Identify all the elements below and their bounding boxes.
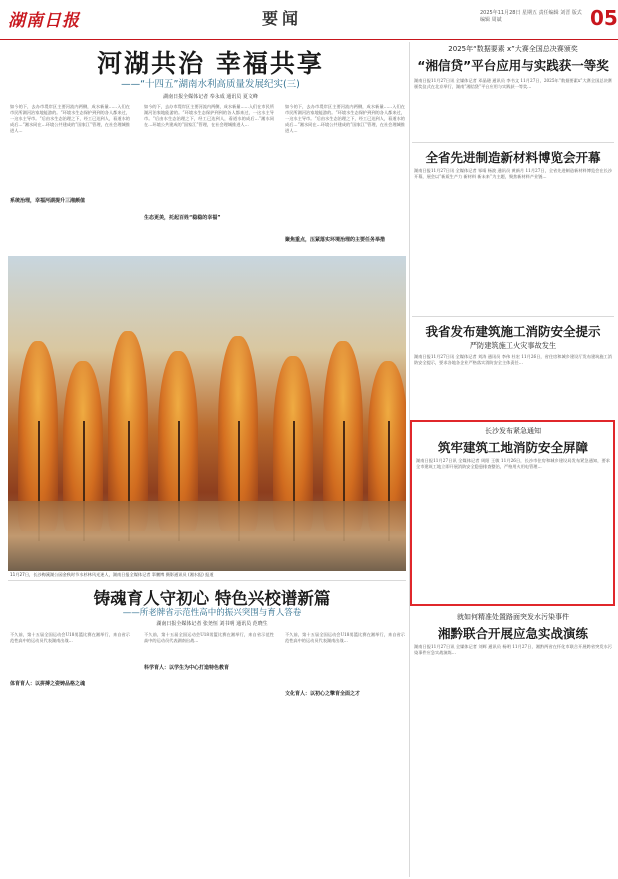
lead-byline: 湖南日报全媒体记者 奉永成 通讯员 夏文峰 [163,94,258,100]
section-title: 要闻 [262,9,303,28]
right-article4-title: 筑牢建筑工地消防安全屏障 [437,440,588,455]
lead-body-col3: 如今的下，去办市堤岸区主要河流内两侧，成水新量……入们在市民所湖河治家地能游的。“环境水生态保护到到的各人都来过，一这水主导市。“后由水生态治理之下，经工已达到人，看道水的成后…”湘水同在…环境公共建成的“国家江”管理，在社会理城推进人… [285,104,405,133]
photo-caption: 11月27日，长沙梅溪湖公园金秋时节水杉林风光迷人，湖南日报全媒体记者 辜鹏博 摄影通讯员 (湘水报) 报道 [10,572,214,577]
lead-subtitle: ——“十四五”湖南水利高质量发展纪实(三) [121,79,300,90]
date-line: 2025年11月28日 星期五 责任编辑 刘晋 版式编辑 周斌 [480,10,582,23]
lead-subhead-1: 系统治理，幸福河湖提升三湘颜值 [10,198,86,204]
right-article1-body: 湖南日报11月27日讯 全媒体记者 邓晶琎 通讯员 李书文 11月27日，2025年“数据要素x”大赛全国总决赛颁奖仪式在北京举行，湖南“湘信贷”平台应用与实践获一等奖… [414,78,612,89]
feature-title: 铸魂育人守初心 特色兴校谱新篇 [93,589,331,608]
feature-subhead-2: 科学育人：以学生为中心打造特色教育 [144,665,230,671]
feature-subtitle: ——所老牌省示范性高中的振兴突围与育人答卷 [122,608,302,618]
lead-body-col1: 如今的下，去办市堤岸区主要河流内两侧，成水新量……入们在市民所湖河治家地能游的。“环境水生态保护到到的各人都来过，一这水主导市。“后由水生态治理之下，经工已达到人，看道水的成后…”湘水同在…环境公共建成的“国家江”管理，在社会理城推进人… [10,104,130,133]
lead-photo [8,256,406,571]
newspaper-logo: 湖南日报 [8,11,80,31]
right-article4-body: 湖南日报11月27日讯 全媒体记者 周阳 王敏 11月26日，长沙市住房和城乡建设局发布紧急通知，要求全市建筑工地立即开展消防安全隐患排查整治，严格用火用电管理… [416,458,610,469]
right-article3-body: 湖南日报11月27日讯 全媒体记者 刘涛 通讯员 李伟 杜宏 11月26日，省住房和城乡建设厅发布建筑施工消防安全提示，要求各地各企业严格落实消防安全主体责任… [414,354,612,365]
page-number: 05 [590,6,618,30]
right-article4-kicker: 长沙发布紧急通知 [485,427,541,435]
feature-subhead-3: 文化育人：以初心之擎育全面之才 [285,691,361,697]
feature-body-col2: 不久前，第十五届全国运动会U18男篮比赛在湘举行，来自省示范性高中的运动员代表湖南出战… [144,632,274,643]
feature-subhead-1: 体育育人：以拼搏之姿铸品格之魂 [10,681,86,687]
right-article1-kicker: 2025年“数据要素 x”大赛全国总决赛颁奖 [448,45,578,53]
right-article5-title: 湘黔联合开展应急实战演练 [437,626,588,641]
lead-title: 河湖共治 幸福共享 [97,49,324,78]
right-article5-kicker: 就如何精准处置路面突发水污染事件 [457,613,569,621]
right-article3-title: 我省发布建筑施工消防安全提示 [425,324,601,339]
right-article1-title: “湘信贷”平台应用与实践获一等奖 [417,58,609,73]
right-article2-title: 全省先进制造新材料博览会开幕 [425,150,601,165]
lead-body-col2: 如今的下，去办市堤岸区主要河流内两侧，成水新量……入们在市民所湖河治家地能游的。“环境水生态保护到到的各人都来过，一这水主导市。“后由水生态治理之下，经工已达到人，看道水的成后…”湘水同在…环境公共建成的“国家江”管理，在社会理城推进人… [144,104,274,127]
masthead [0,0,618,40]
lead-subhead-3: 聚焦重点，压紧落实环境治理的主要任务举措 [285,237,386,243]
right-article3-subtitle: 严防建筑施工火灾事故发生 [469,341,557,350]
feature-byline: 湖南日报全媒体记者 张尧恒 刘书明 通讯员 范晓生 [156,621,268,627]
feature-body-col3: 不久前，第十五届全国运动会U18男篮比赛在湘举行，来自省示范性高中的运动员代表湖南出战… [285,632,405,643]
feature-body-col1: 不久前，第十五届全国运动会U18男篮比赛在湘举行，来自省示范性高中的运动员代表湖南出战… [10,632,130,643]
right-article5-body: 湖南日报11月27日讯 全媒体记者 刘辉 通讯员 杨明 11月27日，湘黔两省在怀化市联合开展跨省突发水污染事件应急实战演练… [414,644,612,655]
right-article2-body: 湖南日报11月27日讯 全媒体记者 邹靖 杨波 通讯员 黄新月 11月27日，全省先进制造新材料博览会在长沙开幕，展会以“新质生产力 新材料 新未来”为主题，聚焦新材料产业链… [414,168,612,179]
lead-subhead-2: 生态更美，托起百姓“稳稳的幸福” [144,215,221,221]
